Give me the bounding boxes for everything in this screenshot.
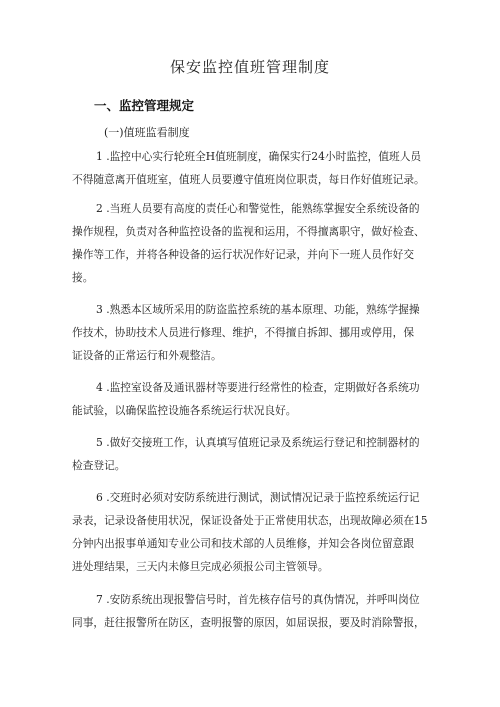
paragraph-line: 同事，赶往报警所在防区，查明报警的原因，如屈误报，要及时消除警报， <box>72 616 425 629</box>
paragraph-line: 分钟内出报事单通知专业公司和技术部的人员维修，并知会各岗位留意跟 <box>72 537 415 550</box>
paragraph-line: 证设备的正常运行和外观整洁。 <box>72 349 222 362</box>
paragraph-7 <box>72 588 440 634</box>
document-title: 保安监控值班管理制度 <box>169 58 330 76</box>
paragraph-line: 5 .做好交接班工作，认真填写值班记录及系统运行登记和控制器材的 <box>96 436 420 449</box>
paragraph-line: 操作等工作，并将各种设备的运行状况作好记录，并向下一班人员作好交 <box>72 248 415 261</box>
paragraph-line: 4 .监控室设备及通讯器材等要进行经常性的检查，定期做好各系统功 <box>96 381 420 394</box>
paragraph-line: 1 .监控中心实行轮班全H值班制度，确保实行24小时监控，值班人员 <box>96 150 422 163</box>
paragraph-line: 接。 <box>72 271 94 284</box>
paragraph-line: 录表，记录设备使用状况，保证设备处于正常使用状态，出现故障必须在15 <box>72 514 428 527</box>
paragraph-line: 检查登记。 <box>72 459 126 472</box>
paragraph-line: 作技术，协助技术人员进行修理、维护，不得擅自拆卸、挪用或停用，保 <box>72 326 415 339</box>
paragraph-line: 3 .熟悉本区域所采用的防盗监控系统的基本原理、功能，熟练学握操 <box>96 303 420 316</box>
paragraph-line: 进处理结果，三天内未修旦完成必须报公司主管领导。 <box>72 560 329 573</box>
paragraph-line: 2 .当班人员要有高度的责任心和警觉性，能熟练掌握安全系统设备的 <box>96 202 420 215</box>
paragraph-line: 不得随意离开值班室，值班人员要遵守值班岗位职责，每日作好值班记录。 <box>72 173 425 186</box>
paragraph-4 <box>72 376 440 422</box>
paragraph-6 <box>72 486 440 578</box>
paragraph-1 <box>72 145 440 191</box>
paragraph-line: 操作规程，负责对各种监控设备的监视和运用，不得擅离职守，做好检查、 <box>72 225 425 238</box>
paragraph-5 <box>72 431 440 477</box>
section-heading: 一、监控管理规定 <box>94 98 195 113</box>
paragraph-line: 7 .安防系统出现报警信号时，首先核存信号的真伪情况，并呼叫岗位 <box>96 593 420 606</box>
subsection-heading: (一)值班监看制度 <box>104 126 190 139</box>
paragraph-line: 能试验，以确保监控设施各系统运行状况良好。 <box>72 404 297 417</box>
paragraph-line: 6 .交班时必须对安防系统进行测试，测试情况记录于监控系统运行记 <box>96 491 420 504</box>
paragraph-2 <box>72 197 440 289</box>
paragraph-3 <box>72 298 440 367</box>
